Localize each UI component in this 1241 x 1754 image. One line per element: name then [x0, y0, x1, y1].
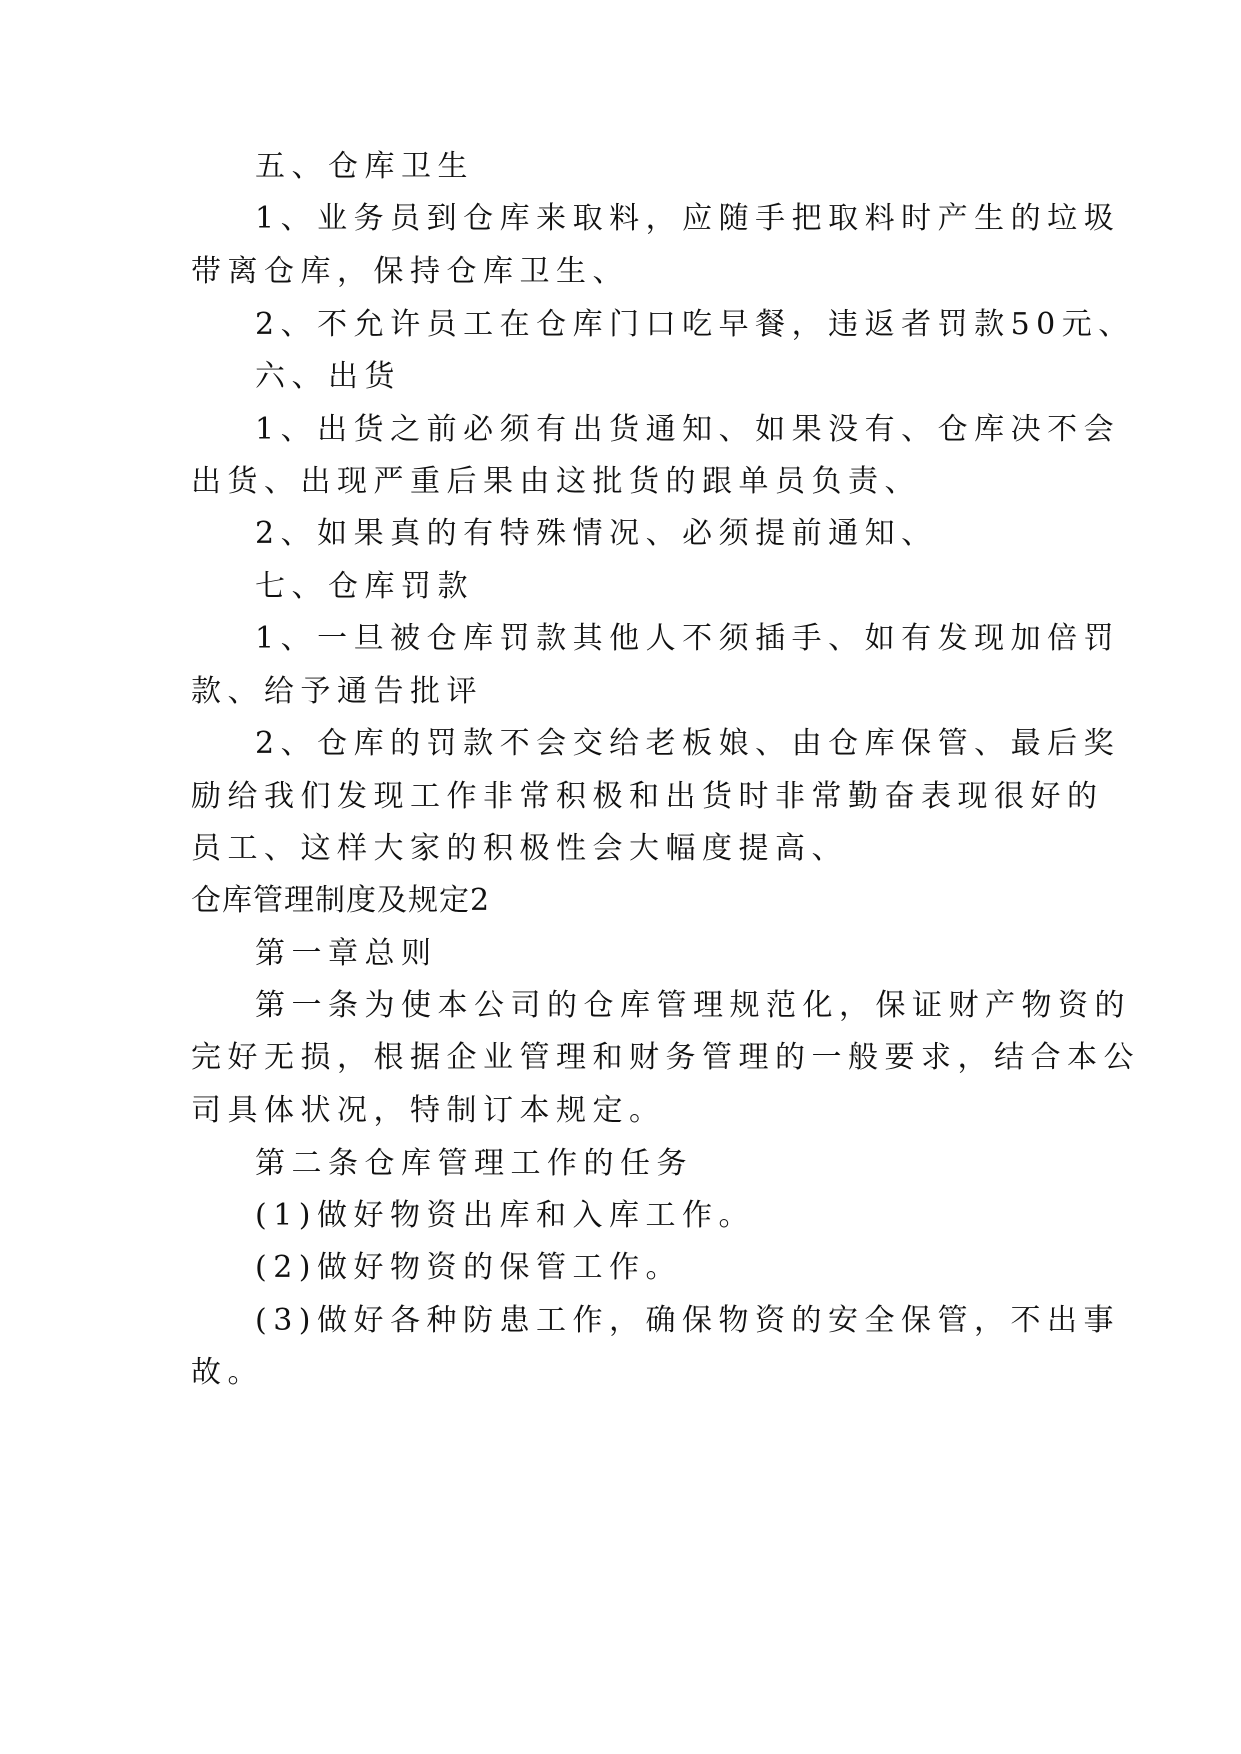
paragraph-line: 1、一旦被仓库罚款其他人不须插手、如有发现加倍罚: [255, 621, 1121, 656]
list-item: (2)做好物资的保管工作。: [255, 1250, 682, 1285]
paragraph-line: 司具体状况，特制订本规定。: [191, 1093, 666, 1128]
paragraph-line: 2、不允许员工在仓库门口吃早餐，违返者罚款50元、: [255, 307, 1135, 342]
paragraph-line: 出货、出现严重后果由这批货的跟单员负责、: [191, 464, 921, 499]
paragraph-line: 第一条为使本公司的仓库管理规范化，保证财产物资的: [255, 988, 1131, 1023]
paragraph-line: 励给我们发现工作非常积极和出货时非常勤奋表现很好的: [191, 779, 1104, 814]
paragraph-line: 1、业务员到仓库来取料，应随手把取料时产生的垃圾: [255, 201, 1121, 236]
paragraph-line: 2、如果真的有特殊情况、必须提前通知、: [255, 516, 938, 551]
list-item: (1)做好物资出库和入库工作。: [255, 1198, 755, 1233]
paragraph-line: 完好无损，根据企业管理和财务管理的一般要求，结合本公: [191, 1040, 1140, 1075]
paragraph-line: 员工、这样大家的积极性会大幅度提高、: [191, 831, 848, 866]
paragraph-line: 款、给予通告批评: [191, 674, 483, 709]
paragraph-line: 第二条仓库管理工作的任务: [255, 1146, 693, 1181]
section-heading-fines: 七、仓库罚款: [255, 569, 474, 604]
section-heading-shipping: 六、出货: [255, 359, 401, 394]
paragraph-line: 带离仓库，保持仓库卫生、: [191, 254, 629, 289]
paragraph-line: 故。: [191, 1355, 264, 1390]
section-heading-hygiene: 五、仓库卫生: [255, 149, 474, 184]
paragraph-line: 2、仓库的罚款不会交给老板娘、由仓库保管、最后奖: [255, 726, 1121, 761]
paragraph-line: 1、出货之前必须有出货通知、如果没有、仓库决不会: [255, 412, 1121, 447]
chapter-heading: 第一章总则: [255, 936, 438, 971]
list-item: (3)做好各种防患工作，确保物资的安全保管，不出事: [255, 1303, 1120, 1338]
document-title: 仓库管理制度及规定2: [191, 883, 491, 918]
